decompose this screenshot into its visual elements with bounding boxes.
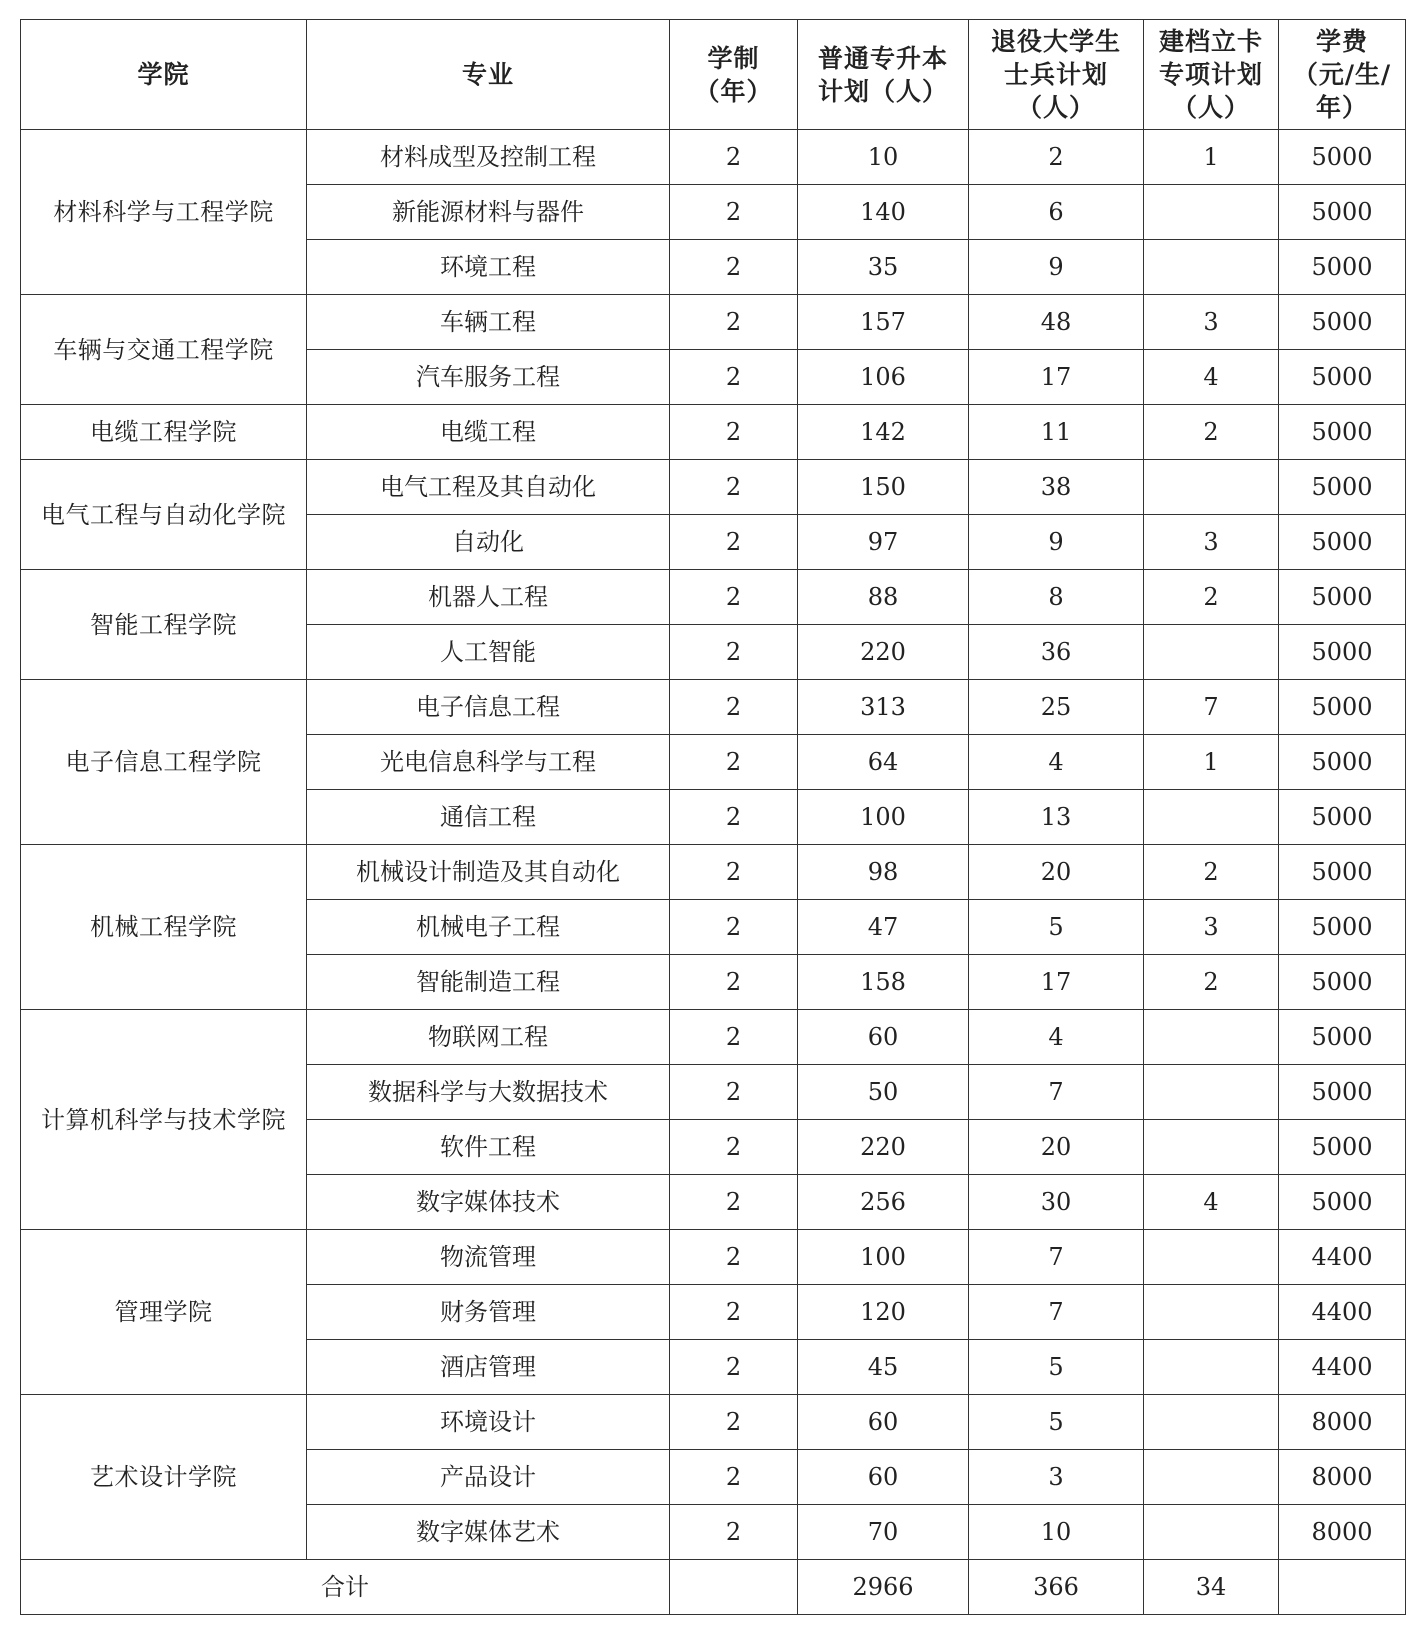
table-row (21, 295, 1406, 350)
special-plan-cell (1144, 460, 1279, 515)
regular-plan-cell: 60 (798, 1395, 969, 1450)
veteran-plan-cell: 7 (969, 1285, 1144, 1340)
regular-plan-cell: 60 (798, 1010, 969, 1065)
total-special-cell: 34 (1144, 1560, 1279, 1615)
special-plan-cell (1144, 1065, 1279, 1120)
duration-cell: 2 (670, 570, 798, 625)
major-name: 产品设计 (307, 1450, 670, 1505)
special-plan-cell (1144, 1120, 1279, 1175)
veteran-plan-cell: 36 (969, 625, 1144, 680)
special-plan-cell: 1 (1144, 130, 1279, 185)
duration-cell: 2 (670, 625, 798, 680)
tuition-cell: 4400 (1279, 1340, 1406, 1395)
duration-cell: 2 (670, 350, 798, 405)
tuition-cell: 5000 (1279, 625, 1406, 680)
veteran-plan-cell: 4 (969, 735, 1144, 790)
duration-cell: 2 (670, 735, 798, 790)
veteran-plan-cell: 9 (969, 515, 1144, 570)
major-name: 机械设计制造及其自动化 (307, 845, 670, 900)
duration-cell: 2 (670, 680, 798, 735)
veteran-plan-cell: 5 (969, 1395, 1144, 1450)
special-plan-cell (1144, 1450, 1279, 1505)
tuition-cell: 5000 (1279, 185, 1406, 240)
major-name: 软件工程 (307, 1120, 670, 1175)
veteran-plan-cell: 17 (969, 350, 1144, 405)
special-plan-cell (1144, 1230, 1279, 1285)
regular-plan-cell: 64 (798, 735, 969, 790)
regular-plan-cell: 88 (798, 570, 969, 625)
major-name: 数字媒体艺术 (307, 1505, 670, 1560)
major-name: 财务管理 (307, 1285, 670, 1340)
college-name: 管理学院 (21, 1230, 307, 1395)
major-name: 通信工程 (307, 790, 670, 845)
duration-cell: 2 (670, 515, 798, 570)
special-plan-cell: 3 (1144, 900, 1279, 955)
header-duration: 学制（年） (670, 20, 798, 130)
regular-plan-cell: 220 (798, 1120, 969, 1175)
major-name: 光电信息科学与工程 (307, 735, 670, 790)
regular-plan-cell: 157 (798, 295, 969, 350)
tuition-cell: 4400 (1279, 1230, 1406, 1285)
regular-plan-cell: 35 (798, 240, 969, 295)
tuition-cell: 5000 (1279, 790, 1406, 845)
header-row (21, 20, 1406, 130)
college-name: 材料科学与工程学院 (21, 130, 307, 295)
regular-plan-cell: 158 (798, 955, 969, 1010)
tuition-cell: 5000 (1279, 845, 1406, 900)
college-name: 艺术设计学院 (21, 1395, 307, 1560)
veteran-plan-cell: 7 (969, 1230, 1144, 1285)
regular-plan-cell: 45 (798, 1340, 969, 1395)
veteran-plan-cell: 25 (969, 680, 1144, 735)
tuition-cell: 5000 (1279, 1065, 1406, 1120)
tuition-cell: 5000 (1279, 900, 1406, 955)
veteran-plan-cell: 5 (969, 900, 1144, 955)
special-plan-cell: 2 (1144, 405, 1279, 460)
veteran-plan-cell: 17 (969, 955, 1144, 1010)
tuition-cell: 4400 (1279, 1285, 1406, 1340)
college-name: 智能工程学院 (21, 570, 307, 680)
tuition-cell: 5000 (1279, 515, 1406, 570)
table-row (21, 130, 1406, 185)
duration-cell: 2 (670, 1230, 798, 1285)
major-name: 材料成型及控制工程 (307, 130, 670, 185)
veteran-plan-cell: 8 (969, 570, 1144, 625)
table-row (21, 845, 1406, 900)
duration-cell: 2 (670, 185, 798, 240)
veteran-plan-cell: 4 (969, 1010, 1144, 1065)
duration-cell: 2 (670, 405, 798, 460)
special-plan-cell (1144, 240, 1279, 295)
total-tuition-cell (1279, 1560, 1406, 1615)
special-plan-cell (1144, 1505, 1279, 1560)
major-name: 电缆工程 (307, 405, 670, 460)
tuition-cell: 5000 (1279, 1010, 1406, 1065)
special-plan-cell (1144, 790, 1279, 845)
regular-plan-cell: 140 (798, 185, 969, 240)
total-veteran-cell: 366 (969, 1560, 1144, 1615)
major-name: 环境设计 (307, 1395, 670, 1450)
tuition-cell: 5000 (1279, 1120, 1406, 1175)
veteran-plan-cell: 7 (969, 1065, 1144, 1120)
major-name: 物流管理 (307, 1230, 670, 1285)
college-name: 车辆与交通工程学院 (21, 295, 307, 405)
tuition-cell: 8000 (1279, 1395, 1406, 1450)
college-name: 电缆工程学院 (21, 405, 307, 460)
tuition-cell: 8000 (1279, 1450, 1406, 1505)
tuition-cell: 5000 (1279, 735, 1406, 790)
major-name: 车辆工程 (307, 295, 670, 350)
tuition-cell: 5000 (1279, 955, 1406, 1010)
special-plan-cell: 2 (1144, 955, 1279, 1010)
total-row (21, 1560, 1406, 1615)
regular-plan-cell: 100 (798, 1230, 969, 1285)
special-plan-cell (1144, 1340, 1279, 1395)
tuition-cell: 5000 (1279, 460, 1406, 515)
header-college: 学院 (21, 20, 307, 130)
regular-plan-cell: 47 (798, 900, 969, 955)
major-name: 机器人工程 (307, 570, 670, 625)
special-plan-cell: 3 (1144, 515, 1279, 570)
special-plan-cell: 3 (1144, 295, 1279, 350)
veteran-plan-cell: 38 (969, 460, 1144, 515)
duration-cell: 2 (670, 240, 798, 295)
duration-cell: 2 (670, 845, 798, 900)
special-plan-cell: 4 (1144, 1175, 1279, 1230)
duration-cell: 2 (670, 790, 798, 845)
special-plan-cell: 2 (1144, 845, 1279, 900)
regular-plan-cell: 70 (798, 1505, 969, 1560)
enrollment-plan-table (20, 19, 1406, 1615)
table-row (21, 1230, 1406, 1285)
regular-plan-cell: 220 (798, 625, 969, 680)
veteran-plan-cell: 9 (969, 240, 1144, 295)
special-plan-cell (1144, 1395, 1279, 1450)
veteran-plan-cell: 30 (969, 1175, 1144, 1230)
duration-cell: 2 (670, 295, 798, 350)
regular-plan-cell: 10 (798, 130, 969, 185)
duration-cell: 2 (670, 1395, 798, 1450)
major-name: 机械电子工程 (307, 900, 670, 955)
tuition-cell: 5000 (1279, 405, 1406, 460)
college-name: 电子信息工程学院 (21, 680, 307, 845)
special-plan-cell: 7 (1144, 680, 1279, 735)
duration-cell: 2 (670, 1010, 798, 1065)
duration-cell: 2 (670, 1120, 798, 1175)
major-name: 新能源材料与器件 (307, 185, 670, 240)
major-name: 数据科学与大数据技术 (307, 1065, 670, 1120)
major-name: 酒店管理 (307, 1340, 670, 1395)
total-regular-cell: 2966 (798, 1560, 969, 1615)
regular-plan-cell: 106 (798, 350, 969, 405)
veteran-plan-cell: 13 (969, 790, 1144, 845)
special-plan-cell (1144, 1285, 1279, 1340)
tuition-cell: 5000 (1279, 570, 1406, 625)
veteran-plan-cell: 6 (969, 185, 1144, 240)
tuition-cell: 8000 (1279, 1505, 1406, 1560)
table-row (21, 1395, 1406, 1450)
duration-cell: 2 (670, 1505, 798, 1560)
duration-cell: 2 (670, 1175, 798, 1230)
special-plan-cell (1144, 1010, 1279, 1065)
veteran-plan-cell: 48 (969, 295, 1144, 350)
major-name: 人工智能 (307, 625, 670, 680)
header-veteran-plan: 退役大学生士兵计划（人） (969, 20, 1144, 130)
regular-plan-cell: 256 (798, 1175, 969, 1230)
major-name: 电子信息工程 (307, 680, 670, 735)
regular-plan-cell: 50 (798, 1065, 969, 1120)
major-name: 数字媒体技术 (307, 1175, 670, 1230)
table-row (21, 570, 1406, 625)
duration-cell: 2 (670, 130, 798, 185)
veteran-plan-cell: 2 (969, 130, 1144, 185)
duration-cell: 2 (670, 1065, 798, 1120)
regular-plan-cell: 60 (798, 1450, 969, 1505)
table-row (21, 405, 1406, 460)
duration-cell: 2 (670, 1285, 798, 1340)
special-plan-cell (1144, 625, 1279, 680)
header-special-plan: 建档立卡专项计划（人） (1144, 20, 1279, 130)
table-row (21, 460, 1406, 515)
regular-plan-cell: 100 (798, 790, 969, 845)
special-plan-cell: 1 (1144, 735, 1279, 790)
veteran-plan-cell: 20 (969, 1120, 1144, 1175)
veteran-plan-cell: 3 (969, 1450, 1144, 1505)
total-duration-cell (670, 1560, 798, 1615)
duration-cell: 2 (670, 1450, 798, 1505)
header-tuition: 学费（元/生/年） (1279, 20, 1406, 130)
tuition-cell: 5000 (1279, 680, 1406, 735)
tuition-cell: 5000 (1279, 1175, 1406, 1230)
college-name: 电气工程与自动化学院 (21, 460, 307, 570)
regular-plan-cell: 150 (798, 460, 969, 515)
regular-plan-cell: 313 (798, 680, 969, 735)
tuition-cell: 5000 (1279, 350, 1406, 405)
major-name: 环境工程 (307, 240, 670, 295)
table-row (21, 680, 1406, 735)
regular-plan-cell: 97 (798, 515, 969, 570)
major-name: 汽车服务工程 (307, 350, 670, 405)
duration-cell: 2 (670, 900, 798, 955)
tuition-cell: 5000 (1279, 240, 1406, 295)
regular-plan-cell: 98 (798, 845, 969, 900)
tuition-cell: 5000 (1279, 130, 1406, 185)
veteran-plan-cell: 11 (969, 405, 1144, 460)
college-name: 机械工程学院 (21, 845, 307, 1010)
duration-cell: 2 (670, 460, 798, 515)
major-name: 智能制造工程 (307, 955, 670, 1010)
college-name: 计算机科学与技术学院 (21, 1010, 307, 1230)
special-plan-cell: 2 (1144, 570, 1279, 625)
veteran-plan-cell: 10 (969, 1505, 1144, 1560)
regular-plan-cell: 142 (798, 405, 969, 460)
duration-cell: 2 (670, 955, 798, 1010)
total-label: 合计 (21, 1560, 670, 1615)
major-name: 物联网工程 (307, 1010, 670, 1065)
header-major: 专业 (307, 20, 670, 130)
header-regular-plan: 普通专升本计划（人） (798, 20, 969, 130)
veteran-plan-cell: 5 (969, 1340, 1144, 1395)
duration-cell: 2 (670, 1340, 798, 1395)
major-name: 电气工程及其自动化 (307, 460, 670, 515)
special-plan-cell (1144, 185, 1279, 240)
regular-plan-cell: 120 (798, 1285, 969, 1340)
tuition-cell: 5000 (1279, 295, 1406, 350)
table-body (21, 130, 1406, 1615)
major-name: 自动化 (307, 515, 670, 570)
special-plan-cell: 4 (1144, 350, 1279, 405)
veteran-plan-cell: 20 (969, 845, 1144, 900)
table-row (21, 1010, 1406, 1065)
